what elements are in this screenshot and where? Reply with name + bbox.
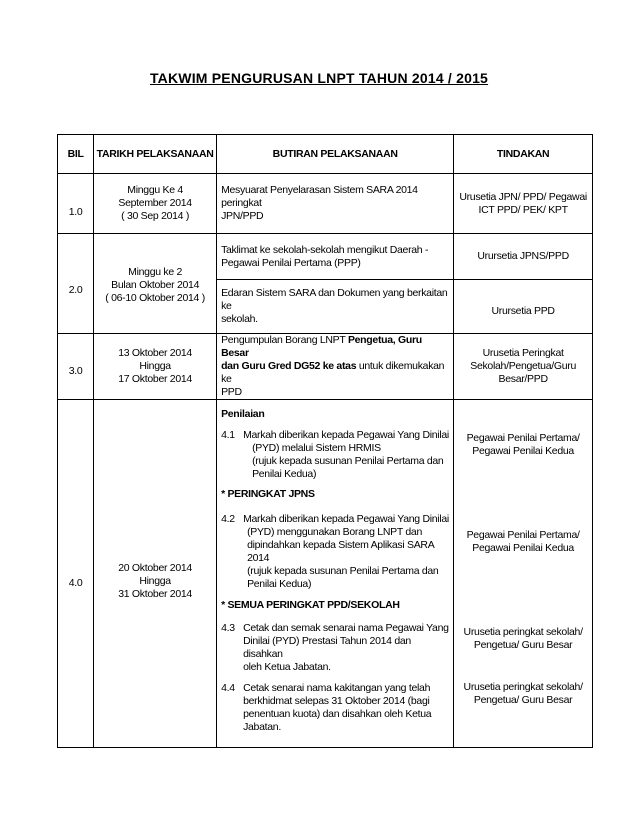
row-bil: 4.0 xyxy=(58,400,94,748)
tindakan-block xyxy=(457,681,589,707)
row-butiran xyxy=(217,334,454,400)
list-item xyxy=(221,682,449,734)
row-tarikh xyxy=(94,234,217,334)
row-butiran xyxy=(217,174,454,234)
row-butiran xyxy=(217,234,454,280)
item-line: (rujuk kepada susunan Penilai Pertama dan xyxy=(252,455,444,467)
tindakan-block xyxy=(457,626,589,681)
list-item xyxy=(221,513,449,591)
item-line: dipindahkan kepada Sistem Aplikasi SARA 2014 xyxy=(247,539,434,564)
item-line: (PYD) melalui Sistem HRMIS xyxy=(252,442,381,454)
row-tarikh xyxy=(94,174,217,234)
butiran-line: Mesyuarat Penyelarasan Sistem SARA 2014 peringkat xyxy=(221,184,418,209)
butiran-line: Taklimat ke sekolah-sekolah mengikut Daerah - xyxy=(221,243,429,256)
row-tindakan: Urursetia JPNS/PPD xyxy=(454,234,593,280)
row-tindakan xyxy=(454,400,593,748)
tindakan-line: Pegawai Penilai Kedua xyxy=(472,445,574,457)
tarikh-line: Minggu Ke 4 xyxy=(127,184,183,196)
item-line: (PYD) menggunakan Borang LNPT dan xyxy=(247,526,422,538)
row-tindakan xyxy=(454,174,593,234)
schedule-table xyxy=(57,134,593,748)
tindakan-line: Urusetia peringkat sekolah/ xyxy=(463,626,583,638)
tindakan-line: Urusetia Peringkat xyxy=(482,347,564,359)
tindakan-line: Pengetua/ Guru Besar xyxy=(473,639,573,651)
item-line: berkhidmat selepas 31 Oktober 2014 (bagi xyxy=(243,695,430,707)
header-row xyxy=(58,135,593,174)
butiran-bold: dan Guru Gred DG52 ke atas xyxy=(221,360,357,372)
butiran-bold: Pengetua, Guru Besar xyxy=(221,334,422,359)
row-tarikh xyxy=(94,400,217,748)
item-line: Jabatan. xyxy=(243,721,281,733)
butiran-line: PPD xyxy=(221,386,242,398)
tindakan-line: Pegawai Penilai Pertama/ xyxy=(466,529,580,541)
butiran-line: sekolah. xyxy=(221,313,258,325)
tindakan-block xyxy=(457,529,589,626)
tarikh-line: Hingga xyxy=(139,574,171,587)
tindakan-block xyxy=(457,432,589,529)
table-row xyxy=(58,234,593,280)
item-line: Markah diberikan kepada Pegawai Yang Dinilai xyxy=(243,513,449,525)
header-bil: BIL xyxy=(58,135,94,174)
tindakan-line: Pengetua/ Guru Besar xyxy=(473,694,573,706)
row-butiran xyxy=(217,400,454,748)
tarikh-line: 20 Oktober 2014 xyxy=(118,561,192,574)
list-item xyxy=(221,429,449,481)
section-heading: Penilaian xyxy=(221,408,265,420)
list-item xyxy=(221,622,449,674)
header-tarikh: TARIKH PELAKSANAAN xyxy=(94,135,217,174)
butiran-line: JPN/PPD xyxy=(221,210,264,222)
tarikh-line: ( 06-10 Oktober 2014 ) xyxy=(105,291,205,304)
tindakan-line: Urusetia JPN/ PPD/ Pegawai xyxy=(459,190,587,203)
tarikh-line: 13 Oktober 2014 xyxy=(118,347,192,359)
tarikh-line: Hingga xyxy=(139,360,171,372)
row-tindakan: Urursetia PPD xyxy=(454,280,593,334)
row-tarikh xyxy=(94,334,217,400)
butiran-text: Pengumpulan Borang LNPT xyxy=(221,334,348,346)
row-bil: 1.0 xyxy=(58,174,94,234)
tindakan-line: Urusetia peringkat sekolah/ xyxy=(463,681,583,693)
page-title: TAKWIM PENGURUSAN LNPT TAHUN 2014 / 2015 xyxy=(149,70,489,86)
item-line: Penilai Kedua) xyxy=(252,468,317,480)
item-line: Markah diberikan kepada Pegawai Yang Dinilai xyxy=(243,429,449,441)
butiran-text: untuk dikemukakan ke xyxy=(221,360,445,385)
table-row xyxy=(58,174,593,234)
item-number: 4.2 xyxy=(221,513,235,525)
item-line: Dinilai (PYD) Prestasi Tahun 2014 dan disahkan xyxy=(243,635,411,660)
tarikh-line: Minggu ke 2 xyxy=(128,265,183,278)
item-number: 4.4 xyxy=(221,682,235,694)
item-number: 4.3 xyxy=(221,622,235,634)
item-line: oleh Ketua Jabatan. xyxy=(243,661,331,673)
row-bil: 3.0 xyxy=(58,334,94,400)
table-row xyxy=(58,400,593,748)
table-row xyxy=(58,334,593,400)
row-tindakan xyxy=(454,334,593,400)
item-line: Cetak dan semak senarai nama Pegawai Yang xyxy=(243,622,449,634)
row-butiran xyxy=(217,280,454,334)
butiran-line: Pegawai Penilai Pertama (PPP) xyxy=(221,256,361,269)
item-line: (rujuk kepada susunan Penilai Pertama dan xyxy=(247,565,439,577)
tindakan-line: Besar/PPD xyxy=(498,373,548,385)
tindakan-line: Pegawai Penilai Pertama/ xyxy=(466,432,580,444)
tarikh-line: ( 30 Sep 2014 ) xyxy=(121,210,190,222)
tindakan-line: Sekolah/Pengetua/Guru xyxy=(470,360,577,372)
tarikh-line: 17 Oktober 2014 xyxy=(118,373,192,385)
item-line: Penilai Kedua) xyxy=(247,578,312,590)
header-tindakan: TINDAKAN xyxy=(454,135,593,174)
tindakan-line: ICT PPD/ PEK/ KPT xyxy=(478,203,568,216)
tarikh-line: 31 Oktober 2014 xyxy=(118,587,192,600)
item-line: Cetak senarai nama kakitangan yang telah xyxy=(243,682,431,694)
row-bil: 2.0 xyxy=(58,234,94,334)
subsection-heading: * SEMUA PERINGKAT PPD/SEKOLAH xyxy=(221,599,400,611)
header-butiran: BUTIRAN PELAKSANAAN xyxy=(217,135,454,174)
tarikh-line: Bulan Oktober 2014 xyxy=(111,278,200,291)
item-number: 4.1 xyxy=(221,429,235,441)
item-line: penentuan kuota) dan disahkan oleh Ketua xyxy=(243,708,432,720)
butiran-line: Edaran Sistem SARA dan Dokumen yang berkaitan ke xyxy=(221,287,448,312)
subsection-heading: * PERINGKAT JPNS xyxy=(221,488,315,500)
tarikh-line: September 2014 xyxy=(118,197,192,209)
tindakan-line: Pegawai Penilai Kedua xyxy=(472,542,574,554)
